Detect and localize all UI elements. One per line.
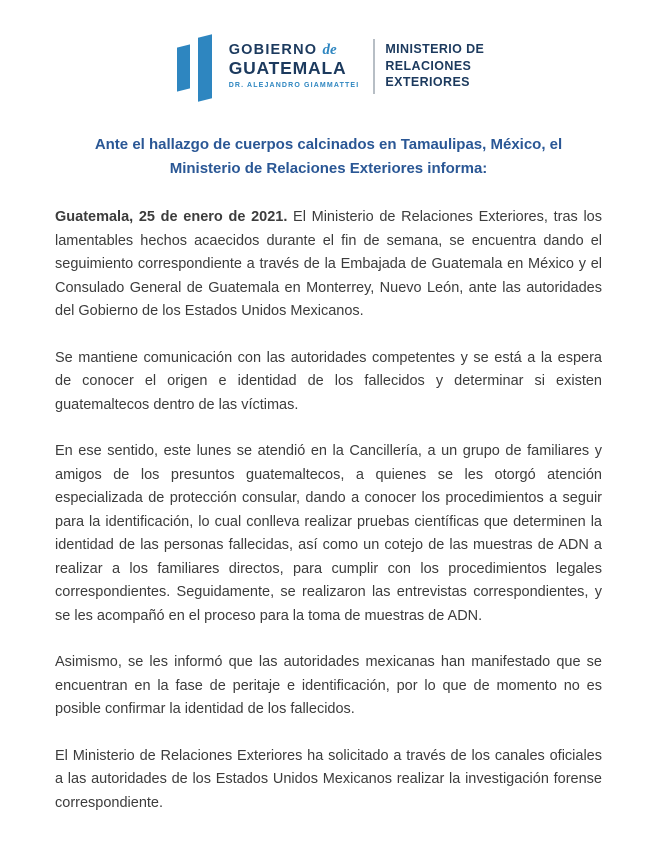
guatemala-word: GUATEMALA bbox=[228, 57, 347, 78]
ministry-line-3: EXTERIORES bbox=[385, 75, 470, 90]
title-line-1: Ante el hallazgo de cuerpos calcinados en Tamaulipas, México, el bbox=[94, 136, 563, 153]
document-body bbox=[55, 206, 602, 815]
paragraph: Guatemala, 25 de enero de 2021. El Ministerio de Relaciones Exteriores, tras los lamentables hechos acaecidos durante el fin de semana, se encuentra dando el seguimiento correspondiente a través de la Embajada de Guatemala en México y el Consulado General de Guatemala en Monterrey, Nuevo León, ante las autoridades del Gobierno de los Estados Unidos Mexicanos. bbox=[55, 209, 602, 319]
paragraph: Se mantiene comunicación con las autoridades competentes y se está a la espera de conocer el origen e identidad de los fallecidos y determinar si existen guatemaltecos dentro de las víctimas. bbox=[55, 349, 602, 413]
ministry-line-2: RELACIONES bbox=[385, 58, 472, 73]
gobierno-line bbox=[229, 43, 360, 58]
paragraph: En ese sentido, este lunes se atendió en la Cancillería, a un grupo de familiares y amigos de los presuntos guatemaltecos, a quienes se les otorgó atención especializada de protección consular, dando a conocer los procedimientos a seguir para la identificación, lo cual conlleva realizar pruebas científicas que determinen la identidad de las personas fallecidas, así como un cotejo de las muestras de ADN a realizar a los familiares directos, para cumplir con los procedimientos legales correspondientes. Seguidamente, se realizaron las entrevistas correspondientes, y se les acompañó en el proceso para la toma de muestras de ADN. bbox=[55, 443, 602, 624]
de-word: de bbox=[322, 41, 337, 58]
logo-bar-left bbox=[177, 44, 190, 91]
logo-divider bbox=[373, 39, 375, 94]
gobierno-word: GOBIERNO bbox=[228, 41, 318, 58]
document-header bbox=[0, 0, 657, 102]
page-title bbox=[40, 133, 617, 181]
paragraph: Asimismo, se les informó que las autoridades mexicanas han manifestado que se encuentran en la fase de peritaje e identificación, por lo que de momento no es posible confirmar la identidad de los fallecidos. bbox=[55, 654, 602, 717]
guatemala-bars-icon bbox=[173, 30, 215, 102]
ministry-wordmark bbox=[385, 41, 484, 91]
president-name: DR. ALEJANDRO GIAMMATTEI bbox=[228, 82, 360, 90]
ministry-line-1: MINISTERIO DE bbox=[385, 42, 485, 57]
logo-bar-right bbox=[198, 34, 212, 101]
paragraph-lead: Guatemala, 25 de enero de 2021. bbox=[55, 209, 288, 225]
gobierno-wordmark bbox=[229, 43, 360, 90]
title-line-2: Ministerio de Relaciones Exteriores informa: bbox=[169, 160, 488, 177]
paragraph: El Ministerio de Relaciones Exteriores ha solicitado a través de los canales oficiales a las autoridades de los Estados Unidos Mexicanos realizar la investigación forense correspondiente. bbox=[55, 747, 602, 811]
gobierno-guatemala-logo bbox=[173, 30, 485, 102]
